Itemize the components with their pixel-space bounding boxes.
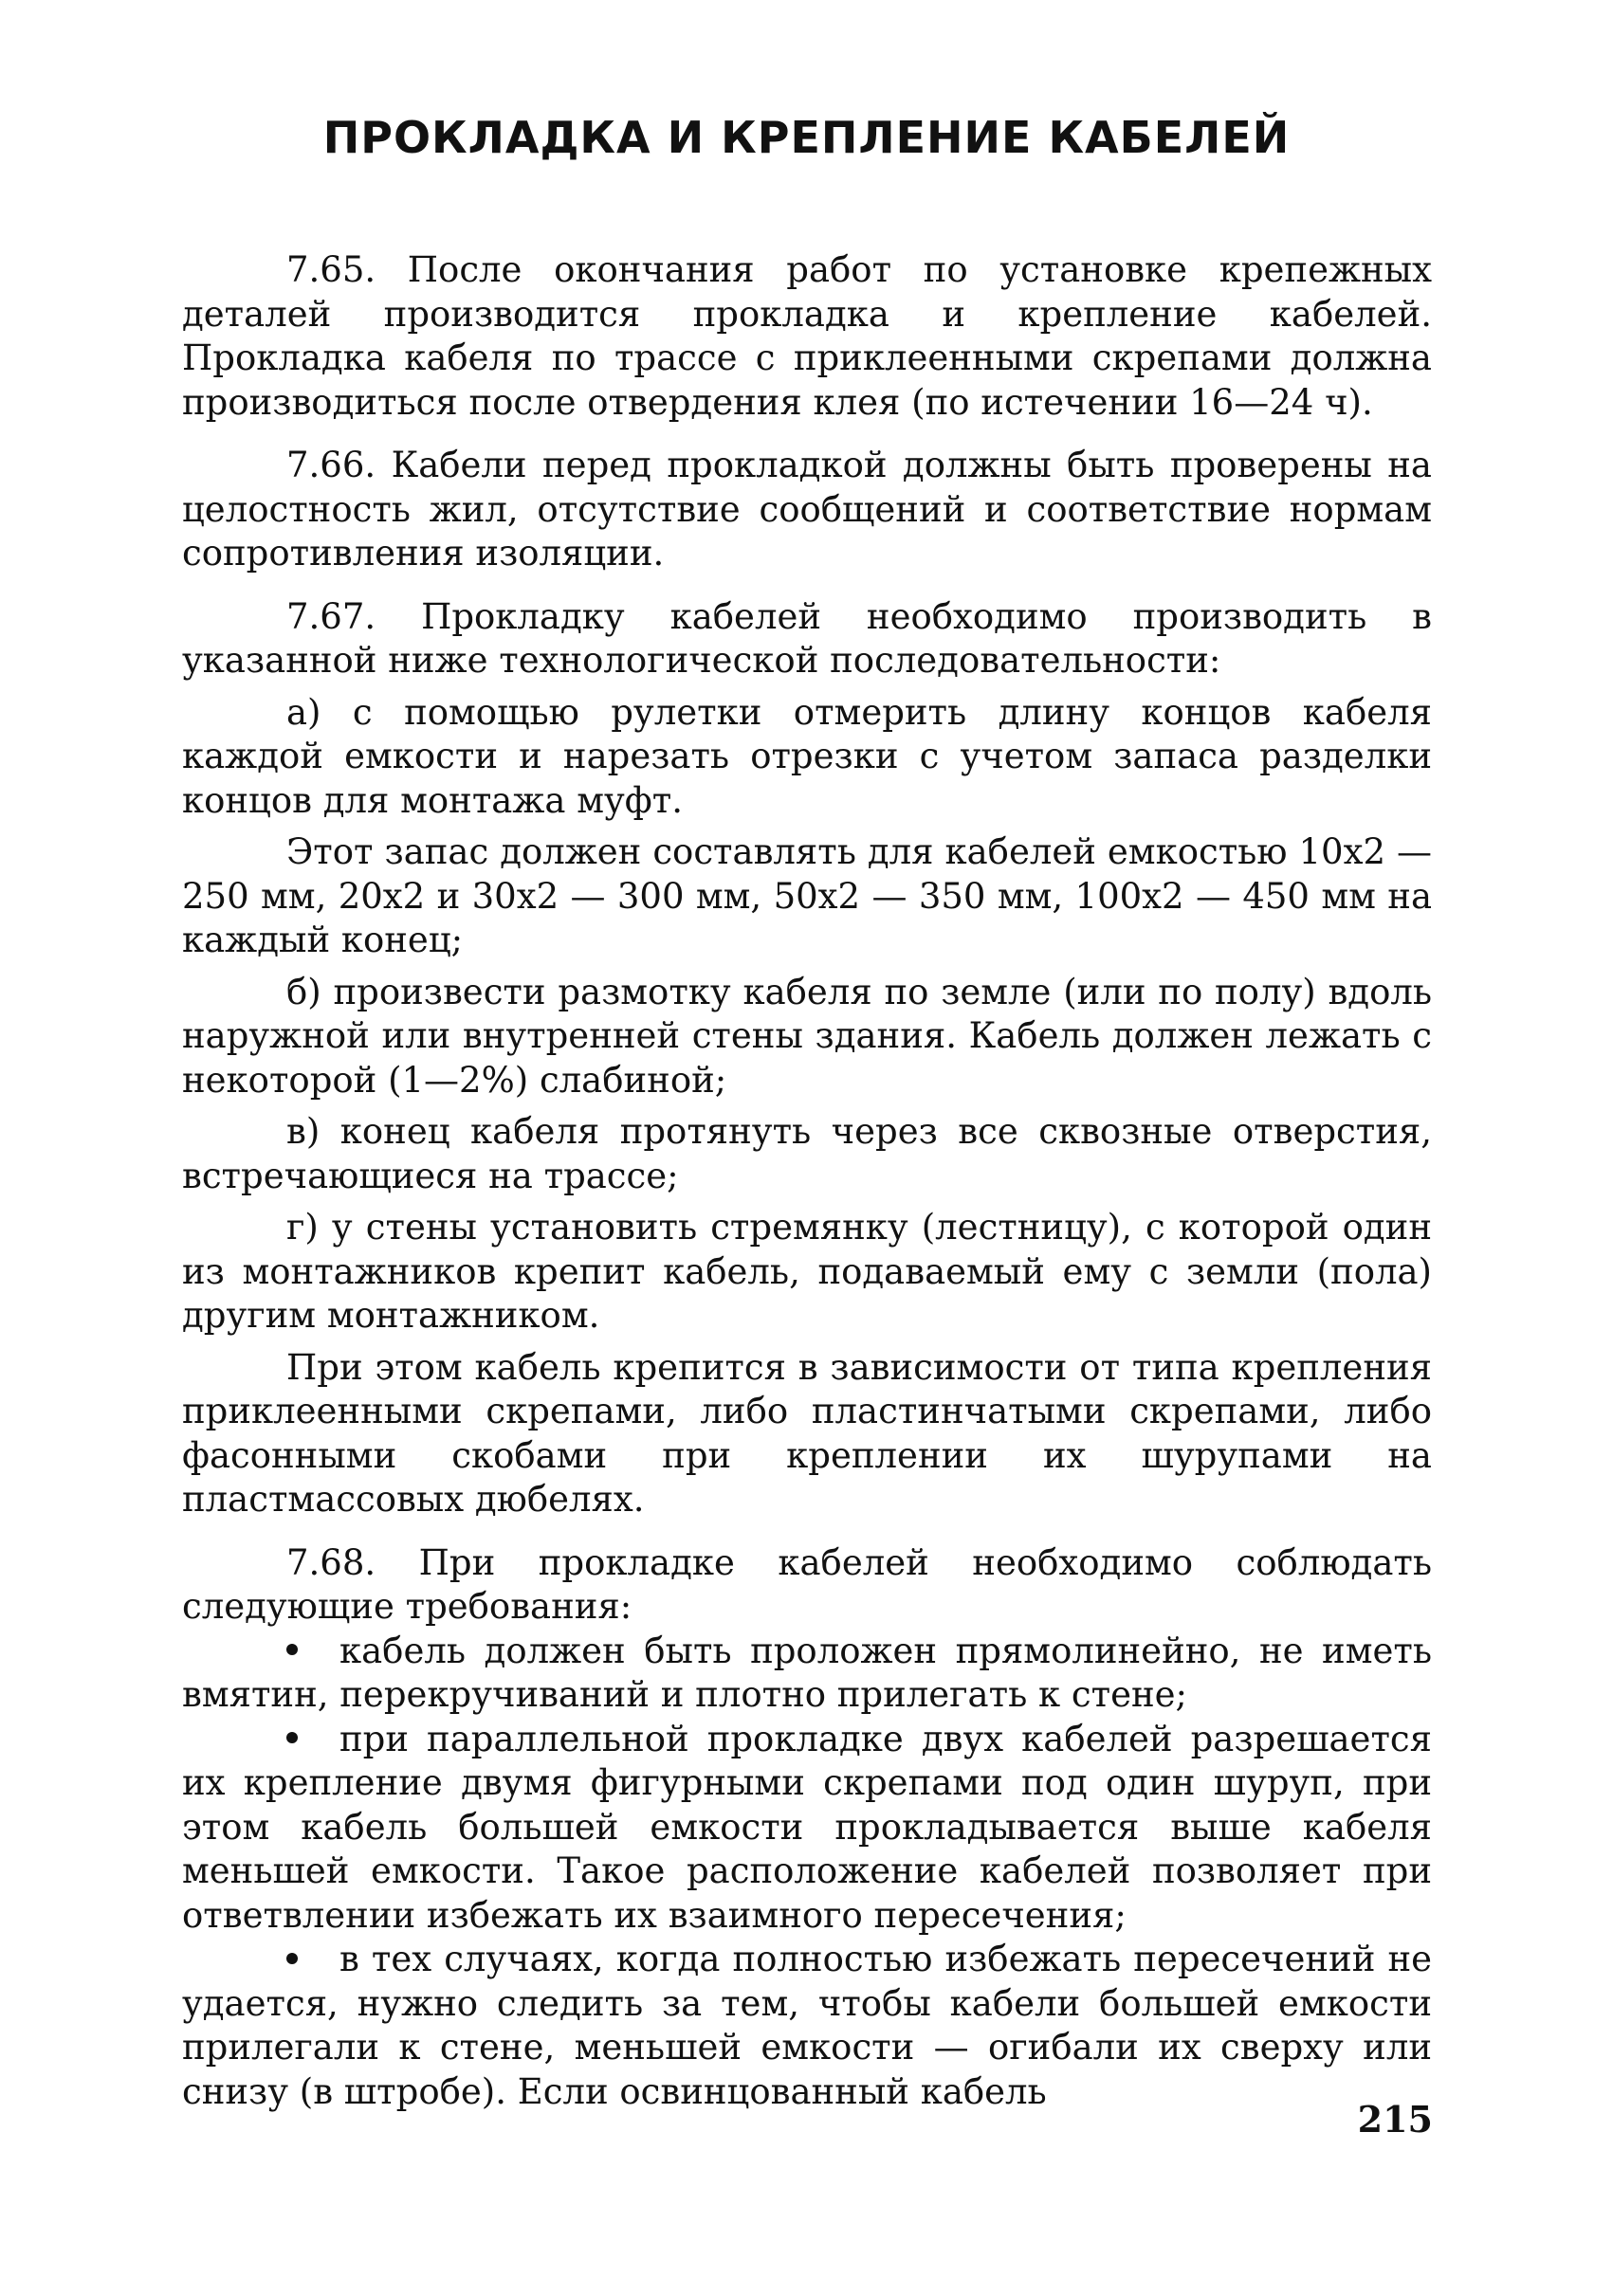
step-v: в) конец кабеля протянуть через все сквозные отверстия, встречающиеся на трассе;	[182, 1111, 1432, 1196]
bullet-item	[182, 1630, 1432, 1718]
paragraph-7-67: 7.67. Прокладку кабелей необходимо производить в указанной ниже технологической последовательности:	[182, 595, 1432, 681]
page-number: 215	[1357, 2098, 1433, 2141]
step-g: г) у стены установить стремянку (лестницу), с которой один из монтажников крепит кабель, подаваемый ему с земли (пола) другим монтажником.	[182, 1207, 1432, 1336]
document-body	[182, 248, 1432, 2114]
bullet-text: при параллельной прокладке двух кабелей разрешается их крепление двумя фигурными скрепами под один шуруп, при этом кабель большей емкости прокладывается выше кабеля меньшей емкости. Такое расположение кабелей позволяет при ответвлении избежать их взаимного пересечения;	[182, 1718, 1432, 1936]
paragraph-reserve-length: Этот запас должен составлять для кабелей емкостью 10x2 — 250 мм, 20x2 и 30x2 — 300 мм, 50x2 — 350 мм, 100x2 — 450 мм на каждый конец;	[182, 831, 1432, 960]
bullet-item	[182, 1718, 1432, 1939]
paragraph-fastening-types: При этом кабель крепится в зависимости от типа крепления приклеенными скрепами, либо пластинчатыми скрепами, либо фасонными скобами при креплении их шурупами на пластмассовых дюбелях.	[182, 1346, 1432, 1520]
bullet-text: в тех случаях, когда полностью избежать пересечений не удается, нужно следить за тем, чтобы кабели большей емкости прилегали к стене, меньшей емкости — огибали их сверху или снизу (в штробе). Если освинцованный кабель	[182, 1939, 1432, 2112]
page-title: ПРОКЛАДКА И КРЕПЛЕНИЕ КАБЕЛЕЙ	[322, 112, 1291, 163]
step-a: а) с помощью рулетки отмерить длину концов кабеля каждой емкости и нарезать отрезки с учетом запаса разделки концов для монтажа муфт.	[182, 691, 1432, 821]
bullet-icon	[286, 1644, 298, 1655]
bullet-item	[182, 1938, 1432, 2114]
bullet-icon	[286, 1953, 298, 1964]
paragraph-7-65: 7.65. После окончания работ по установке крепежных деталей производится прокладка и крепление кабелей. Прокладка кабеля по трассе с приклеенными скрепами должна производиться после отвердения клея (по истечении 16—24 ч).	[182, 249, 1432, 423]
paragraph-7-68: 7.68. При прокладке кабелей необходимо соблюдать следующие требования:	[182, 1541, 1432, 1627]
paragraph-7-66: 7.66. Кабели перед прокладкой должны быть проверены на целостность жил, отсутствие сообщений и соответствие нормам сопротивления изоляции.	[182, 445, 1432, 574]
step-b: б) произвести размотку кабеля по земле (или по полу) вдоль наружной или внутренней стены здания. Кабель должен лежать с некоторой (1—2%) слабиной;	[182, 971, 1432, 1101]
bullet-text: кабель должен быть проложен прямолинейно, не иметь вмятин, перекручиваний и плотно прилегать к стене;	[182, 1630, 1432, 1715]
bullet-icon	[286, 1732, 298, 1743]
